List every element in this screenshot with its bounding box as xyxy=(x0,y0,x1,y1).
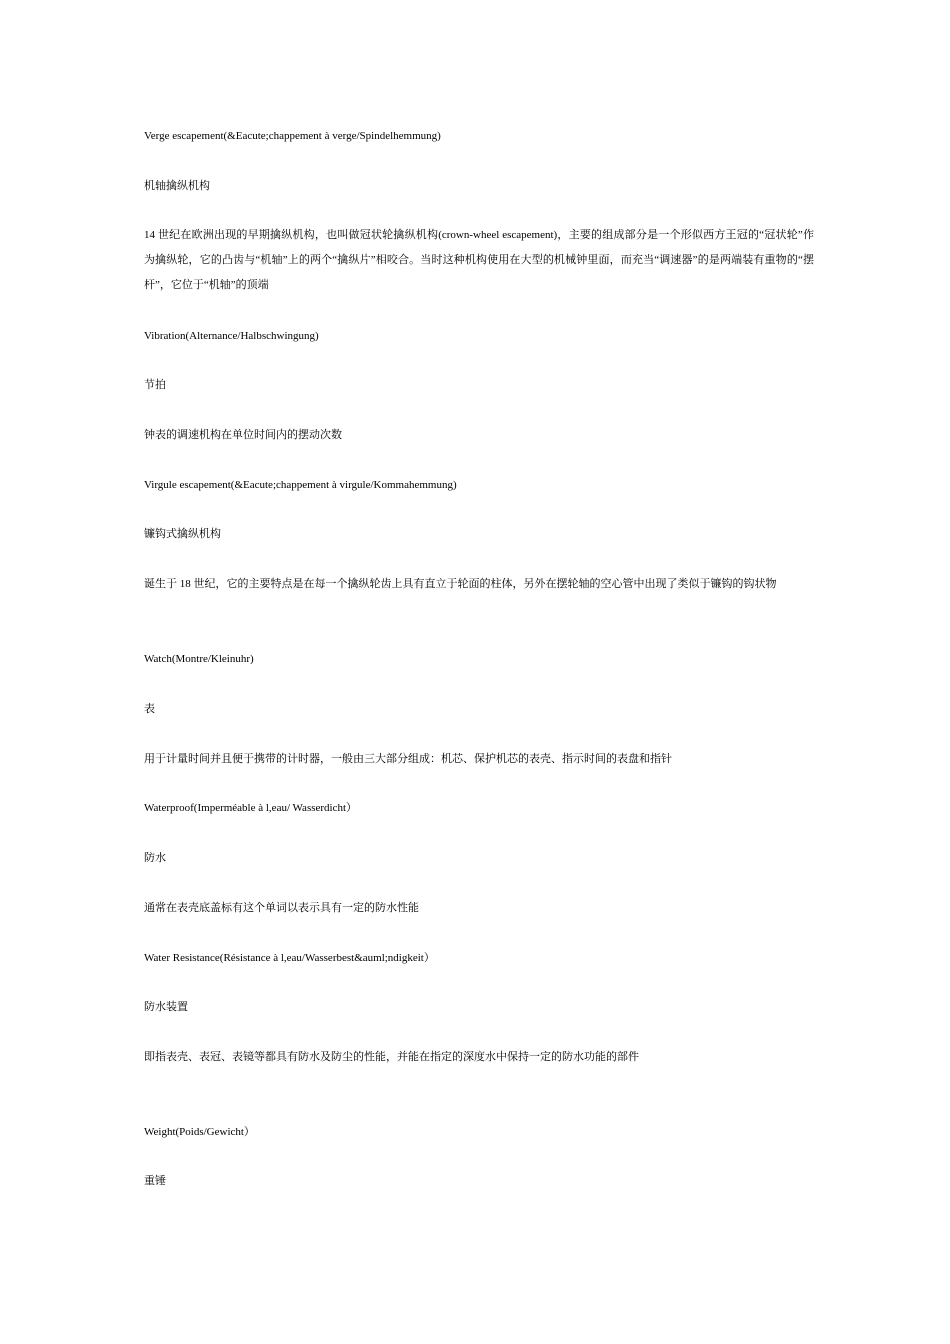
term-title: Water Resistance(Résistance à l,eau/Wasserbest&auml;ndigkeit） xyxy=(144,952,435,964)
term-chinese: 表 xyxy=(144,703,155,715)
term-title: Weight(Poids/Gewicht） xyxy=(144,1126,255,1138)
term-chinese: 重锤 xyxy=(144,1175,166,1187)
term-chinese: 防水装置 xyxy=(144,1001,188,1013)
term-title: Vibration(Alternance/Halbschwingung) xyxy=(144,330,319,342)
term-definition: 钟表的调速机构在单位时间内的摆动次数 xyxy=(144,429,342,441)
term-chinese: 防水 xyxy=(144,852,166,864)
term-chinese: 机轴擒纵机构 xyxy=(144,180,210,192)
term-definition: 用于计量时间并且便于携带的计时器，一般由三大部分组成：机芯、保护机芯的表壳、指示时间的表盘和指针 xyxy=(144,753,672,765)
term-chinese: 镰钩式擒纵机构 xyxy=(144,528,221,540)
term-chinese: 节拍 xyxy=(144,379,166,391)
term-title: Waterproof(Imperméable à l,eau/ Wasserdicht） xyxy=(144,802,358,814)
term-title: Verge escapement(&Eacute;chappement à verge/Spindelhemmung) xyxy=(144,130,441,142)
term-definition: 诞生于 18 世纪，它的主要特点是在每一个擒纵轮齿上具有直立于轮面的柱体，另外在摆轮轴的空心管中出现了类似于镰钩的钩状物 xyxy=(144,578,777,590)
term-title: Watch(Montre/Kleinuhr) xyxy=(144,653,254,665)
term-title: Virgule escapement(&Eacute;chappement à virgule/Kommahemmung) xyxy=(144,479,457,491)
term-definition: 通常在表壳底盖标有这个单词以表示具有一定的防水性能 xyxy=(144,902,419,914)
term-definition: 即指表壳、表冠、表镜等都具有防水及防尘的性能，并能在指定的深度水中保持一定的防水功能的部件 xyxy=(144,1051,639,1063)
term-definition: 14 世纪在欧洲出现的早期擒纵机构，也叫做冠状轮擒纵机构(crown-wheel escapement)，主要的组成部分是一个形似西方王冠的“冠状轮”作为擒纵轮，它的凸齿与“机轴”上的两个“擒纵片”相咬合。当时这种机构使用在大型的机械钟里面，而充当“调速器”的是两端装有重物的“摆杆”，它位于“机轴”的顶端 xyxy=(144,229,814,291)
